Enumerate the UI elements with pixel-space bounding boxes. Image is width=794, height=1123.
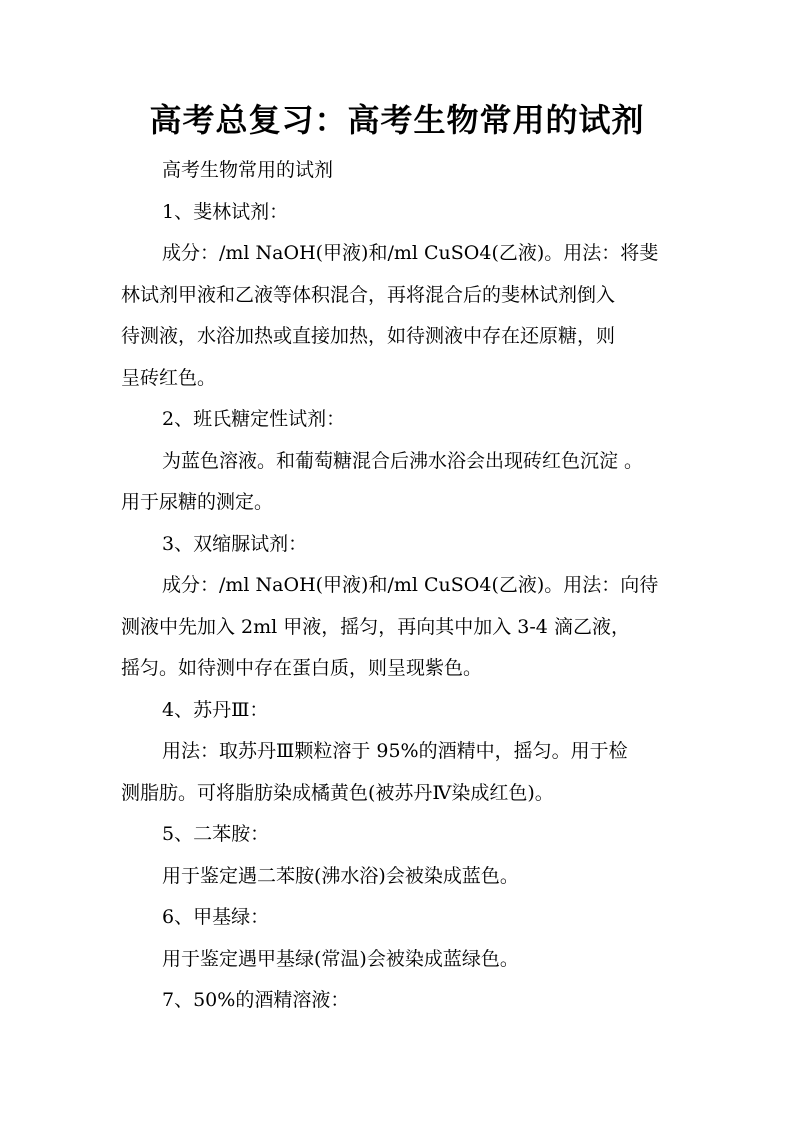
heading-fehling-reagent: 1、斐林试剂： — [162, 200, 289, 223]
paragraph-benedict-usage: 为蓝色溶液。和葡萄糖混合后沸水浴会出现砖红色沉淀 。 用于尿糖的测定。 — [121, 449, 644, 513]
paragraph-diphenylamine-usage: 用于鉴定遇二苯胺(沸水浴)会被染成蓝色。 — [162, 864, 519, 887]
heading-sudan-iii: 4、苏丹Ⅲ： — [162, 698, 269, 721]
document-title: 高考总复习：高考生物常用的试剂 — [149, 101, 645, 139]
heading-ethanol-solution: 7、50%的酒精溶液： — [162, 989, 350, 1011]
paragraph-biuret-usage: 成分：/ml NaOH(甲液)和/ml CuSO4(乙液)。用法：向待 测液中先加入 2ml 甲液，摇匀，再向其中加入 3-4 滴乙液， 摇匀。如待测中存在蛋白质，则呈现紫色。 — [121, 574, 659, 679]
heading-diphenylamine: 5、二苯胺： — [162, 823, 270, 845]
paragraph-methyl-green-usage: 用于鉴定遇甲基绿(常温)会被染成蓝绿色。 — [162, 947, 519, 970]
heading-methyl-green: 6、甲基绿： — [162, 906, 270, 928]
heading-benedict-reagent: 2、班氏糖定性试剂： — [162, 408, 346, 430]
paragraph-sudan-iii-usage: 用法：取苏丹Ⅲ颗粒溶于 95%的酒精中，摇匀。用于检 测脂肪。可将脂肪染成橘黄色(被苏丹Ⅳ染成红色)。 — [121, 740, 628, 804]
heading-biuret-reagent: 3、双缩脲试剂： — [162, 532, 308, 555]
paragraph-subtitle: 高考生物常用的试剂 — [162, 159, 334, 181]
document-body — [121, 150, 681, 1022]
paragraph-fehling-usage: 成分：/ml NaOH(甲液)和/ml CuSO4(乙液)。用法：将斐 林试剂甲液和乙液等体积混合，再将混合后的斐林试剂倒入 待测液，水浴加热或直接加热，如待测液中存在还原糖，则 呈砖红色。 — [121, 242, 659, 389]
